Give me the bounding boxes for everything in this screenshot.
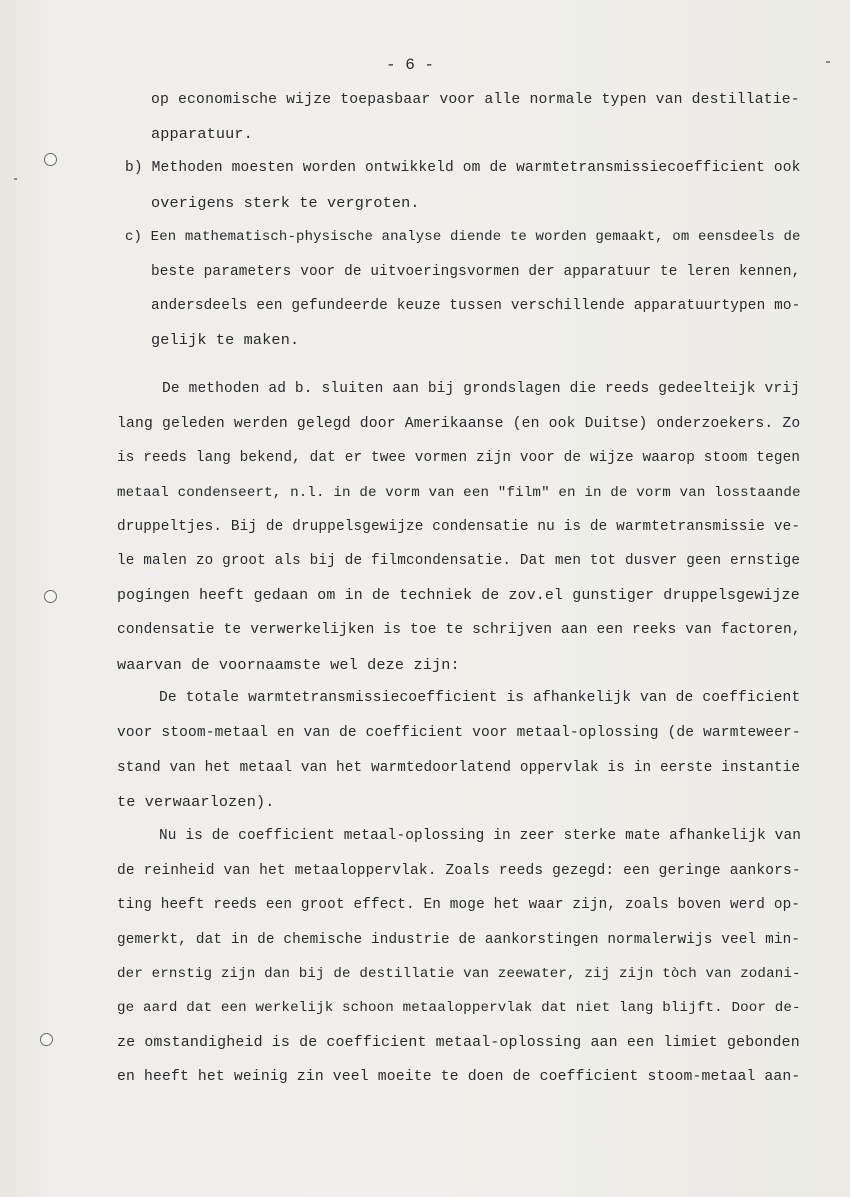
punch-hole-middle <box>44 590 57 603</box>
text-line: stand van het metaal van het warmtedoorlatend oppervlak is in eerste instantie <box>117 760 801 776</box>
text-line: De totale warmtetransmissiecoefficient is afhankelijk van de coefficient <box>159 690 801 706</box>
text-line: en heeft het weinig zin veel moeite te doen de coefficient stoom-metaal aan- <box>117 1069 801 1085</box>
text-line: gelijk te maken. <box>151 331 300 349</box>
margin-speck <box>14 178 17 180</box>
text-line: te verwaarlozen). <box>117 793 275 811</box>
punch-hole-bottom <box>40 1033 53 1046</box>
text-line: ze omstandigheid is de coefficient metaal-oplossing aan een limiet gebonden <box>117 1035 800 1051</box>
text-line: ting heeft reeds een groot effect. En moge het waar zijn, zoals boven werd op- <box>117 897 801 913</box>
text-line: c) Een mathematisch-physische analyse diende te worden gemaakt, om eensdeels de <box>125 229 801 245</box>
text-line: b) Methoden moesten worden ontwikkeld om de warmtetransmissiecoefficient ook <box>125 160 801 176</box>
text-line: lang geleden werden gelegd door Amerikaanse (en ook Duitse) onderzoekers. Zo <box>117 416 801 432</box>
text-line: der ernstig zijn dan bij de destillatie van zeewater, zij zijn tòch van zodani- <box>117 966 801 982</box>
text-line: condensatie te verwerkelijken is toe te schrijven aan een reeks van factoren, <box>117 622 801 638</box>
text-line: gemerkt, dat in de chemische industrie de aankorstingen normalerwijs veel min- <box>117 932 801 948</box>
text-line: De methoden ad b. sluiten aan bij grondslagen die reeds gedeelteijk vrij <box>162 381 800 397</box>
text-line: overigens sterk te vergroten. <box>151 194 420 212</box>
page-number: - 6 - <box>386 56 435 74</box>
text-line: voor stoom-metaal en van de coefficient voor metaal-oplossing (de warmteweer- <box>117 725 801 741</box>
text-line: waarvan de voornaamste wel deze zijn: <box>117 656 460 674</box>
text-line: Nu is de coefficient metaal-oplossing in zeer sterke mate afhankelijk van <box>159 828 802 844</box>
text-line: beste parameters voor de uitvoeringsvormen der apparatuur te leren kennen, <box>151 264 801 280</box>
text-line: apparatuur. <box>151 125 253 143</box>
text-line: de reinheid van het metaaloppervlak. Zoals reeds gezegd: een geringe aankors- <box>117 863 801 879</box>
text-line: op economische wijze toepasbaar voor alle normale typen van destillatie- <box>151 92 800 108</box>
text-line: druppeltjes. Bij de druppelsgewijze condensatie nu is de warmtetransmissie ve- <box>117 519 801 535</box>
text-line: ge aard dat een werkelijk schoon metaaloppervlak dat niet lang blijft. Door de- <box>117 1000 801 1016</box>
text-line: le malen zo groot als bij de filmcondensatie. Dat men tot dusver geen ernstige <box>117 553 801 569</box>
text-line: pogingen heeft gedaan om in de techniek de zov.el gunstiger druppelsgewijze <box>117 588 800 604</box>
punch-hole-top <box>44 153 57 166</box>
text-line: is reeds lang bekend, dat er twee vormen zijn voor de wijze waarop stoom tegen <box>117 450 801 466</box>
text-line: metaal condenseert, n.l. in de vorm van een "film" en in de vorm van losstaande <box>117 485 801 501</box>
margin-speck <box>826 61 830 63</box>
text-line: andersdeels een gefundeerde keuze tussen verschillende apparatuurtypen mo- <box>151 298 801 314</box>
